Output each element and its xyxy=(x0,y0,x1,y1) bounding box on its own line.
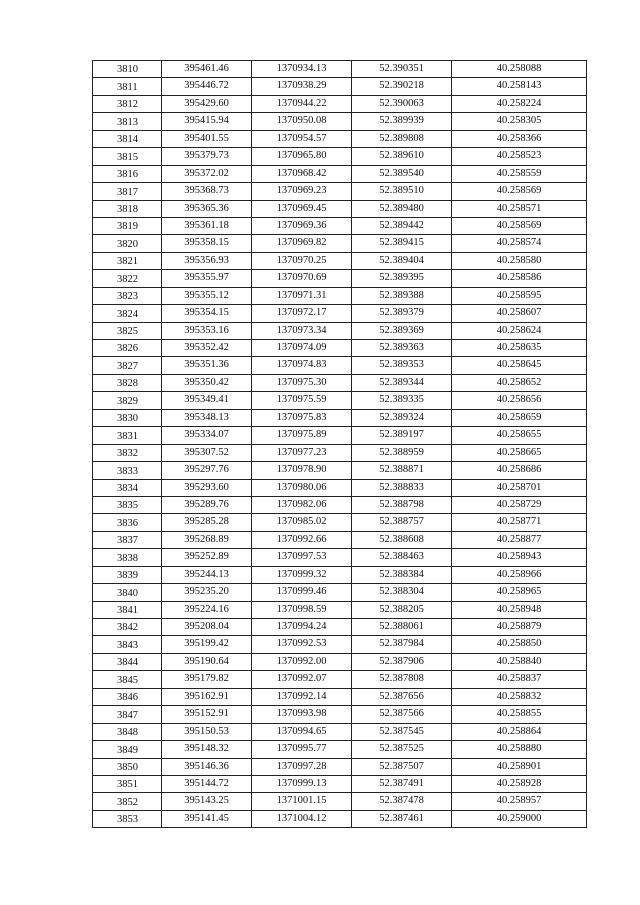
y-coordinate-cell: 1370998.59 xyxy=(252,601,352,618)
longitude-cell: 52.387566 xyxy=(352,706,452,723)
table-row xyxy=(93,357,587,374)
y-coordinate-cell: 1370934.13 xyxy=(252,61,352,78)
latitude-cell: 40.258965 xyxy=(452,584,587,601)
x-coordinate-cell: 395365.36 xyxy=(162,200,252,217)
latitude-cell: 40.258655 xyxy=(452,427,587,444)
point-number-cell: 3814 xyxy=(93,130,162,147)
latitude-cell: 40.258948 xyxy=(452,601,587,618)
point-number-cell: 3822 xyxy=(93,270,162,287)
y-coordinate-cell: 1370982.06 xyxy=(252,496,352,513)
longitude-cell: 52.387525 xyxy=(352,741,452,758)
point-number-cell: 3832 xyxy=(93,444,162,461)
x-coordinate-cell: 395351.36 xyxy=(162,357,252,374)
table-row xyxy=(93,758,587,775)
point-number-cell: 3840 xyxy=(93,584,162,601)
x-coordinate-cell: 395143.25 xyxy=(162,793,252,810)
latitude-cell: 40.258224 xyxy=(452,95,587,112)
latitude-cell: 40.258901 xyxy=(452,758,587,775)
x-coordinate-cell: 395429.60 xyxy=(162,95,252,112)
table-row xyxy=(93,252,587,269)
longitude-cell: 52.388871 xyxy=(352,462,452,479)
y-coordinate-cell: 1370992.14 xyxy=(252,688,352,705)
x-coordinate-cell: 395148.32 xyxy=(162,741,252,758)
latitude-cell: 40.258665 xyxy=(452,444,587,461)
x-coordinate-cell: 395349.41 xyxy=(162,392,252,409)
point-number-cell: 3831 xyxy=(93,427,162,444)
point-number-cell: 3829 xyxy=(93,392,162,409)
y-coordinate-cell: 1370980.06 xyxy=(252,479,352,496)
latitude-cell: 40.258832 xyxy=(452,688,587,705)
y-coordinate-cell: 1370970.69 xyxy=(252,270,352,287)
table-row xyxy=(93,148,587,165)
latitude-cell: 40.258879 xyxy=(452,619,587,636)
y-coordinate-cell: 1370995.77 xyxy=(252,741,352,758)
point-number-cell: 3835 xyxy=(93,496,162,513)
latitude-cell: 40.258586 xyxy=(452,270,587,287)
longitude-cell: 52.389335 xyxy=(352,392,452,409)
table-row xyxy=(93,78,587,95)
point-number-cell: 3836 xyxy=(93,514,162,531)
x-coordinate-cell: 395368.73 xyxy=(162,183,252,200)
x-coordinate-cell: 395150.53 xyxy=(162,723,252,740)
longitude-cell: 52.390351 xyxy=(352,61,452,78)
y-coordinate-cell: 1370938.29 xyxy=(252,78,352,95)
table-row xyxy=(93,322,587,339)
x-coordinate-cell: 395208.04 xyxy=(162,619,252,636)
point-number-cell: 3823 xyxy=(93,287,162,304)
table-row xyxy=(93,217,587,234)
longitude-cell: 52.389610 xyxy=(352,148,452,165)
point-number-cell: 3834 xyxy=(93,479,162,496)
longitude-cell: 52.389480 xyxy=(352,200,452,217)
longitude-cell: 52.389395 xyxy=(352,270,452,287)
longitude-cell: 52.387808 xyxy=(352,671,452,688)
x-coordinate-cell: 395179.82 xyxy=(162,671,252,688)
latitude-cell: 40.258088 xyxy=(452,61,587,78)
coordinate-table-body xyxy=(93,61,587,828)
point-number-cell: 3837 xyxy=(93,531,162,548)
x-coordinate-cell: 395355.97 xyxy=(162,270,252,287)
longitude-cell: 52.388798 xyxy=(352,496,452,513)
x-coordinate-cell: 395353.16 xyxy=(162,322,252,339)
longitude-cell: 52.387906 xyxy=(352,653,452,670)
point-number-cell: 3824 xyxy=(93,305,162,322)
y-coordinate-cell: 1370974.83 xyxy=(252,357,352,374)
point-number-cell: 3820 xyxy=(93,235,162,252)
longitude-cell: 52.387461 xyxy=(352,810,452,827)
longitude-cell: 52.387507 xyxy=(352,758,452,775)
x-coordinate-cell: 395352.42 xyxy=(162,340,252,357)
latitude-cell: 40.258607 xyxy=(452,305,587,322)
longitude-cell: 52.387545 xyxy=(352,723,452,740)
point-number-cell: 3849 xyxy=(93,741,162,758)
table-row xyxy=(93,566,587,583)
x-coordinate-cell: 395244.13 xyxy=(162,566,252,583)
table-row xyxy=(93,462,587,479)
longitude-cell: 52.389808 xyxy=(352,130,452,147)
table-row xyxy=(93,374,587,391)
longitude-cell: 52.388463 xyxy=(352,549,452,566)
x-coordinate-cell: 395350.42 xyxy=(162,374,252,391)
y-coordinate-cell: 1370975.30 xyxy=(252,374,352,391)
point-number-cell: 3850 xyxy=(93,758,162,775)
x-coordinate-cell: 395268.89 xyxy=(162,531,252,548)
longitude-cell: 52.388757 xyxy=(352,514,452,531)
x-coordinate-cell: 395379.73 xyxy=(162,148,252,165)
point-number-cell: 3853 xyxy=(93,810,162,827)
x-coordinate-cell: 395307.52 xyxy=(162,444,252,461)
point-number-cell: 3812 xyxy=(93,95,162,112)
y-coordinate-cell: 1370977.23 xyxy=(252,444,352,461)
y-coordinate-cell: 1370944.22 xyxy=(252,95,352,112)
point-number-cell: 3826 xyxy=(93,340,162,357)
longitude-cell: 52.387478 xyxy=(352,793,452,810)
y-coordinate-cell: 1370992.00 xyxy=(252,653,352,670)
y-coordinate-cell: 1370994.65 xyxy=(252,723,352,740)
table-row xyxy=(93,619,587,636)
longitude-cell: 52.388833 xyxy=(352,479,452,496)
y-coordinate-cell: 1371004.12 xyxy=(252,810,352,827)
point-number-cell: 3846 xyxy=(93,688,162,705)
point-number-cell: 3833 xyxy=(93,462,162,479)
latitude-cell: 40.258571 xyxy=(452,200,587,217)
latitude-cell: 40.258652 xyxy=(452,374,587,391)
table-row xyxy=(93,514,587,531)
y-coordinate-cell: 1370994.24 xyxy=(252,619,352,636)
table-row xyxy=(93,584,587,601)
table-row xyxy=(93,61,587,78)
table-row xyxy=(93,810,587,827)
longitude-cell: 52.389379 xyxy=(352,305,452,322)
x-coordinate-cell: 395348.13 xyxy=(162,409,252,426)
x-coordinate-cell: 395235.20 xyxy=(162,584,252,601)
latitude-cell: 40.258569 xyxy=(452,217,587,234)
point-number-cell: 3851 xyxy=(93,775,162,792)
x-coordinate-cell: 395461.46 xyxy=(162,61,252,78)
table-row xyxy=(93,479,587,496)
x-coordinate-cell: 395152.91 xyxy=(162,706,252,723)
x-coordinate-cell: 395162.91 xyxy=(162,688,252,705)
table-row xyxy=(93,95,587,112)
table-row xyxy=(93,409,587,426)
table-row xyxy=(93,636,587,653)
x-coordinate-cell: 395289.76 xyxy=(162,496,252,513)
latitude-cell: 40.258864 xyxy=(452,723,587,740)
latitude-cell: 40.258771 xyxy=(452,514,587,531)
point-number-cell: 3852 xyxy=(93,793,162,810)
point-number-cell: 3828 xyxy=(93,374,162,391)
x-coordinate-cell: 395224.16 xyxy=(162,601,252,618)
x-coordinate-cell: 395144.72 xyxy=(162,775,252,792)
table-row xyxy=(93,601,587,618)
table-row xyxy=(93,340,587,357)
coordinate-table xyxy=(92,60,587,828)
y-coordinate-cell: 1370975.59 xyxy=(252,392,352,409)
latitude-cell: 40.258659 xyxy=(452,409,587,426)
x-coordinate-cell: 395355.12 xyxy=(162,287,252,304)
point-number-cell: 3838 xyxy=(93,549,162,566)
y-coordinate-cell: 1370970.25 xyxy=(252,252,352,269)
table-row xyxy=(93,270,587,287)
table-row xyxy=(93,688,587,705)
latitude-cell: 40.258928 xyxy=(452,775,587,792)
x-coordinate-cell: 395401.55 xyxy=(162,130,252,147)
point-number-cell: 3819 xyxy=(93,217,162,234)
longitude-cell: 52.390063 xyxy=(352,95,452,112)
latitude-cell: 40.258837 xyxy=(452,671,587,688)
latitude-cell: 40.258580 xyxy=(452,252,587,269)
y-coordinate-cell: 1370965.80 xyxy=(252,148,352,165)
latitude-cell: 40.258943 xyxy=(452,549,587,566)
x-coordinate-cell: 395293.60 xyxy=(162,479,252,496)
longitude-cell: 52.389939 xyxy=(352,113,452,130)
point-number-cell: 3830 xyxy=(93,409,162,426)
longitude-cell: 52.389353 xyxy=(352,357,452,374)
latitude-cell: 40.258143 xyxy=(452,78,587,95)
longitude-cell: 52.389388 xyxy=(352,287,452,304)
latitude-cell: 40.258559 xyxy=(452,165,587,182)
point-number-cell: 3847 xyxy=(93,706,162,723)
point-number-cell: 3810 xyxy=(93,61,162,78)
longitude-cell: 52.389404 xyxy=(352,252,452,269)
longitude-cell: 52.389369 xyxy=(352,322,452,339)
latitude-cell: 40.258855 xyxy=(452,706,587,723)
longitude-cell: 52.389197 xyxy=(352,427,452,444)
longitude-cell: 52.390218 xyxy=(352,78,452,95)
y-coordinate-cell: 1370975.83 xyxy=(252,409,352,426)
table-row xyxy=(93,706,587,723)
table-row xyxy=(93,496,587,513)
y-coordinate-cell: 1370973.34 xyxy=(252,322,352,339)
x-coordinate-cell: 395415.94 xyxy=(162,113,252,130)
longitude-cell: 52.389324 xyxy=(352,409,452,426)
x-coordinate-cell: 395146.36 xyxy=(162,758,252,775)
table-row xyxy=(93,183,587,200)
table-row xyxy=(93,531,587,548)
point-number-cell: 3811 xyxy=(93,78,162,95)
table-row xyxy=(93,130,587,147)
point-number-cell: 3816 xyxy=(93,165,162,182)
longitude-cell: 52.388205 xyxy=(352,601,452,618)
x-coordinate-cell: 395446.72 xyxy=(162,78,252,95)
y-coordinate-cell: 1370969.82 xyxy=(252,235,352,252)
table-row xyxy=(93,793,587,810)
y-coordinate-cell: 1370992.66 xyxy=(252,531,352,548)
longitude-cell: 52.388959 xyxy=(352,444,452,461)
point-number-cell: 3843 xyxy=(93,636,162,653)
point-number-cell: 3813 xyxy=(93,113,162,130)
y-coordinate-cell: 1370974.09 xyxy=(252,340,352,357)
table-row xyxy=(93,775,587,792)
x-coordinate-cell: 395334.07 xyxy=(162,427,252,444)
x-coordinate-cell: 395297.76 xyxy=(162,462,252,479)
y-coordinate-cell: 1370997.28 xyxy=(252,758,352,775)
point-number-cell: 3827 xyxy=(93,357,162,374)
table-row xyxy=(93,444,587,461)
y-coordinate-cell: 1370999.13 xyxy=(252,775,352,792)
x-coordinate-cell: 395356.93 xyxy=(162,252,252,269)
y-coordinate-cell: 1370975.89 xyxy=(252,427,352,444)
point-number-cell: 3842 xyxy=(93,619,162,636)
point-number-cell: 3848 xyxy=(93,723,162,740)
y-coordinate-cell: 1371001.15 xyxy=(252,793,352,810)
point-number-cell: 3817 xyxy=(93,183,162,200)
point-number-cell: 3815 xyxy=(93,148,162,165)
y-coordinate-cell: 1370999.46 xyxy=(252,584,352,601)
longitude-cell: 52.388304 xyxy=(352,584,452,601)
table-row xyxy=(93,723,587,740)
latitude-cell: 40.258635 xyxy=(452,340,587,357)
y-coordinate-cell: 1370954.57 xyxy=(252,130,352,147)
x-coordinate-cell: 395285.28 xyxy=(162,514,252,531)
y-coordinate-cell: 1370971.31 xyxy=(252,287,352,304)
table-row xyxy=(93,671,587,688)
table-row xyxy=(93,235,587,252)
latitude-cell: 40.258645 xyxy=(452,357,587,374)
latitude-cell: 40.258656 xyxy=(452,392,587,409)
table-row xyxy=(93,392,587,409)
x-coordinate-cell: 395354.15 xyxy=(162,305,252,322)
longitude-cell: 52.389415 xyxy=(352,235,452,252)
longitude-cell: 52.388608 xyxy=(352,531,452,548)
latitude-cell: 40.258966 xyxy=(452,566,587,583)
longitude-cell: 52.389442 xyxy=(352,217,452,234)
point-number-cell: 3841 xyxy=(93,601,162,618)
latitude-cell: 40.258523 xyxy=(452,148,587,165)
y-coordinate-cell: 1370969.36 xyxy=(252,217,352,234)
y-coordinate-cell: 1370993.98 xyxy=(252,706,352,723)
point-number-cell: 3845 xyxy=(93,671,162,688)
longitude-cell: 52.389540 xyxy=(352,165,452,182)
y-coordinate-cell: 1370985.02 xyxy=(252,514,352,531)
latitude-cell: 40.258305 xyxy=(452,113,587,130)
longitude-cell: 52.387491 xyxy=(352,775,452,792)
y-coordinate-cell: 1370969.45 xyxy=(252,200,352,217)
latitude-cell: 40.258624 xyxy=(452,322,587,339)
table-row xyxy=(93,741,587,758)
table-row xyxy=(93,113,587,130)
y-coordinate-cell: 1370950.08 xyxy=(252,113,352,130)
latitude-cell: 40.258877 xyxy=(452,531,587,548)
x-coordinate-cell: 395372.02 xyxy=(162,165,252,182)
table-row xyxy=(93,427,587,444)
latitude-cell: 40.258701 xyxy=(452,479,587,496)
y-coordinate-cell: 1370992.07 xyxy=(252,671,352,688)
x-coordinate-cell: 395141.45 xyxy=(162,810,252,827)
x-coordinate-cell: 395190.64 xyxy=(162,653,252,670)
latitude-cell: 40.258595 xyxy=(452,287,587,304)
y-coordinate-cell: 1370997.53 xyxy=(252,549,352,566)
longitude-cell: 52.389344 xyxy=(352,374,452,391)
point-number-cell: 3821 xyxy=(93,252,162,269)
y-coordinate-cell: 1370992.53 xyxy=(252,636,352,653)
latitude-cell: 40.258686 xyxy=(452,462,587,479)
latitude-cell: 40.258850 xyxy=(452,636,587,653)
longitude-cell: 52.388384 xyxy=(352,566,452,583)
table-row xyxy=(93,549,587,566)
x-coordinate-cell: 395199.42 xyxy=(162,636,252,653)
latitude-cell: 40.258957 xyxy=(452,793,587,810)
point-number-cell: 3844 xyxy=(93,653,162,670)
longitude-cell: 52.388061 xyxy=(352,619,452,636)
x-coordinate-cell: 395361.18 xyxy=(162,217,252,234)
latitude-cell: 40.258880 xyxy=(452,741,587,758)
y-coordinate-cell: 1370999.32 xyxy=(252,566,352,583)
x-coordinate-cell: 395252.89 xyxy=(162,549,252,566)
table-row xyxy=(93,200,587,217)
latitude-cell: 40.258366 xyxy=(452,130,587,147)
latitude-cell: 40.258729 xyxy=(452,496,587,513)
longitude-cell: 52.387984 xyxy=(352,636,452,653)
y-coordinate-cell: 1370978.90 xyxy=(252,462,352,479)
table-row xyxy=(93,287,587,304)
y-coordinate-cell: 1370968.42 xyxy=(252,165,352,182)
table-row xyxy=(93,165,587,182)
latitude-cell: 40.258574 xyxy=(452,235,587,252)
latitude-cell: 40.259000 xyxy=(452,810,587,827)
table-row xyxy=(93,305,587,322)
latitude-cell: 40.258569 xyxy=(452,183,587,200)
y-coordinate-cell: 1370969.23 xyxy=(252,183,352,200)
y-coordinate-cell: 1370972.17 xyxy=(252,305,352,322)
longitude-cell: 52.389510 xyxy=(352,183,452,200)
latitude-cell: 40.258840 xyxy=(452,653,587,670)
longitude-cell: 52.389363 xyxy=(352,340,452,357)
point-number-cell: 3839 xyxy=(93,566,162,583)
point-number-cell: 3818 xyxy=(93,200,162,217)
point-number-cell: 3825 xyxy=(93,322,162,339)
table-row xyxy=(93,653,587,670)
x-coordinate-cell: 395358.15 xyxy=(162,235,252,252)
longitude-cell: 52.387656 xyxy=(352,688,452,705)
